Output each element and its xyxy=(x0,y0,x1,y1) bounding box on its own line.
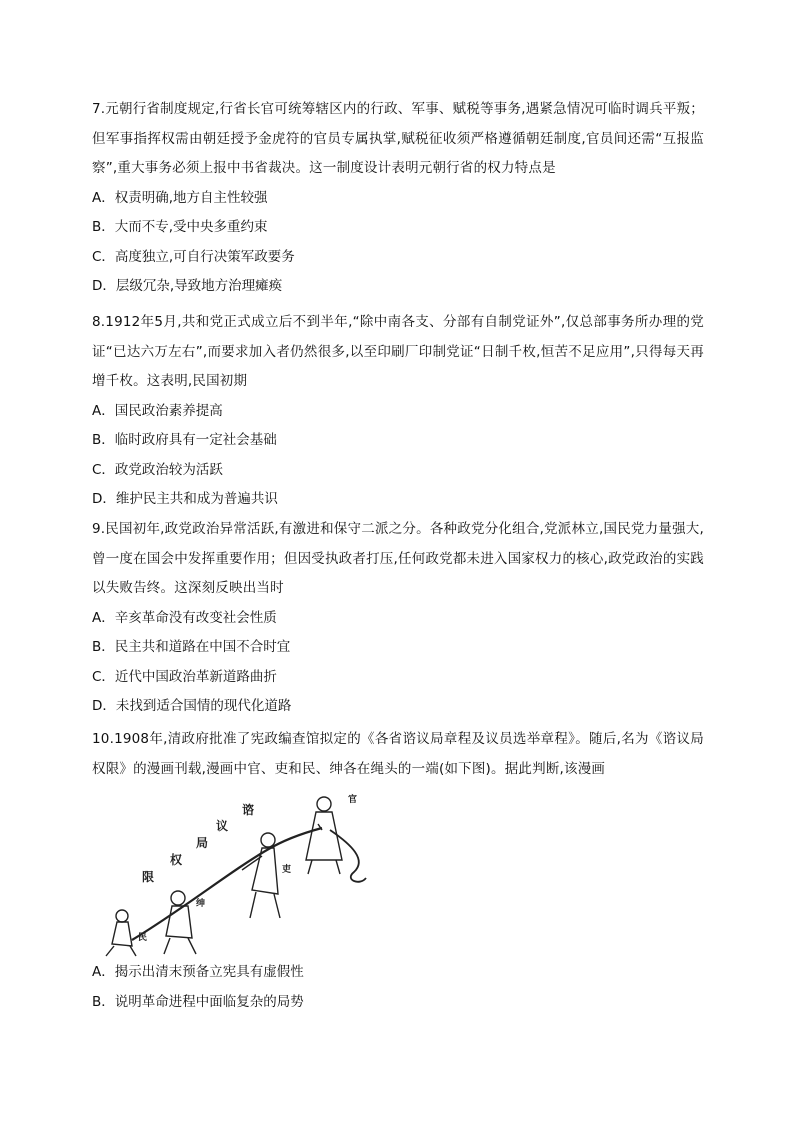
question-10 xyxy=(92,725,704,784)
question-stem: 10.1908年,清政府批准了宪政编查馆拟定的《各省谘议局章程及议员选举章程》。随后,名为《谘议局权限》的漫画刊载,漫画中官、吏和民、绅各在绳头的一端(如下图)。据此判断,该漫画 xyxy=(92,731,704,777)
people-label: 民 xyxy=(138,933,148,943)
option-a[interactable]: A．揭示出清末预备立宪具有虚假性 xyxy=(92,964,304,980)
official-figure xyxy=(306,797,342,874)
cartoon-illustration xyxy=(92,790,372,958)
option-b[interactable]: B．大而不专,受中央多重约束 xyxy=(92,219,268,235)
question-10-options xyxy=(92,958,704,1017)
option-c[interactable]: C．高度独立,可自行决策军政要务 xyxy=(92,248,295,265)
option-d[interactable]: D．未找到适合国情的现代化道路 xyxy=(92,698,292,714)
option-a[interactable]: A．国民政治素养提高 xyxy=(92,402,223,419)
option-a[interactable]: A．辛亥革命没有改变社会性质 xyxy=(92,609,277,626)
option-b[interactable]: B．民主共和道路在中国不合时宜 xyxy=(92,639,291,655)
official-label: 官 xyxy=(348,795,358,805)
rope-end xyxy=(330,830,366,882)
cartoon-caption-char: 限 xyxy=(142,870,155,884)
cartoon-caption-char: 议 xyxy=(216,819,229,833)
cartoon-caption-char: 局 xyxy=(196,836,209,850)
clerk-label: 吏 xyxy=(282,865,292,875)
rope xyxy=(132,828,322,940)
option-a[interactable]: A．权责明确,地方自主性较强 xyxy=(92,189,268,206)
question-stem: 7.元朝行省制度规定,行省长官可统筹辖区内的行政、军事、赋税等事务,遇紧急情况可临时调兵平叛；但军事指挥权需由朝廷授予金虎符的官员专属执掌,赋税征收须严格遵循朝廷制度,官员间还需“互报监察”,重大事务必须上报中书省裁决。这一制度设计表明元朝行省的权力特点是 xyxy=(92,101,704,176)
question-7 xyxy=(92,95,704,302)
option-c[interactable]: C．近代中国政治革新道路曲折 xyxy=(92,668,277,685)
option-b[interactable]: B．临时政府具有一定社会基础 xyxy=(92,432,277,448)
question-8 xyxy=(92,308,704,515)
gentry-label: 绅 xyxy=(196,899,206,909)
cartoon-caption-char: 权 xyxy=(170,853,183,867)
option-b[interactable]: B．说明革命进程中面临复杂的局势 xyxy=(92,993,304,1010)
cartoon-caption-char: 谘 xyxy=(242,803,255,817)
question-stem: 9.民国初年,政党政治异常活跃,有激进和保守二派之分。各种政党分化组合,党派林立,国民党力量强大,曾一度在国会中发挥重要作用；但因受执政者打压,任何政党都未进入国家权力的核心,政党政治的实践以失败告终。这深刻反映出当时 xyxy=(92,521,704,596)
people-figure xyxy=(106,910,136,956)
option-d[interactable]: D．维护民主共和成为普遍共识 xyxy=(92,491,278,507)
option-c[interactable]: C．政党政治较为活跃 xyxy=(92,461,223,478)
question-9 xyxy=(92,515,704,722)
question-stem: 8.1912年5月,共和党正式成立后不到半年,“除中南各支、分部有自制党证外”,仅总部事务所办理的党证“已达六万左右”,而要求加入者仍然很多,以至印刷厂印制党证“日制千枚,恒苦不足应用”,只得每天再增千枚。这表明,民国初期 xyxy=(92,314,704,389)
option-d[interactable]: D．层级冗杂,导致地方治理瘫痪 xyxy=(92,278,283,294)
